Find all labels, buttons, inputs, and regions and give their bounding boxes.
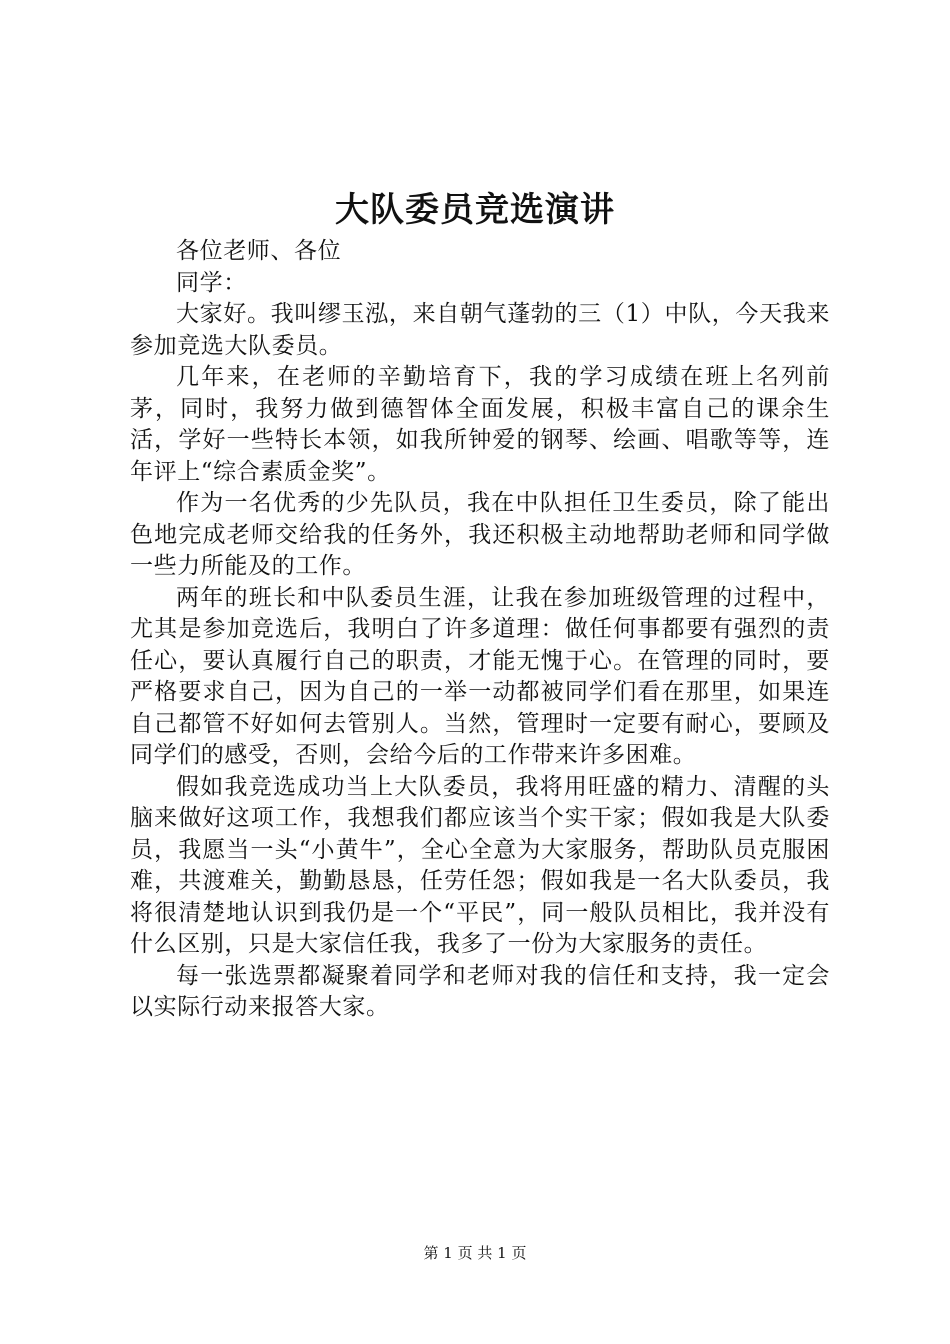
paragraph-introduction: 大家好。我叫缪玉泓，来自朝气蓬勃的三（1）中队，今天我来参加竞选大队委员。: [130, 301, 830, 359]
paragraph-pledge: 假如我竞选成功当上大队委员，我将用旺盛的精力、清醒的头脑来做好这项工作，我想我们都应该当个实干家；假如我是大队委员，我愿当一头“小黄牛”，全心全意为大家服务，帮助队员克服困难，共渡难关，勤勤恳恳，任劳任怨；假如我是一名大队委员，我将很清楚地认识到我仍是一个“平民”，同一般队员相比，我并没有什么区别，只是大家信任我，我多了一份为大家服务的责任。: [130, 773, 830, 957]
paragraph-salutation-1: 各位老师、各位: [176, 238, 342, 264]
document-body: [130, 236, 830, 1024]
paragraph-salutation-2: 同学：: [176, 269, 247, 296]
paragraph-hygiene-committee: 作为一名优秀的少先队员，我在中队担任卫生委员，除了能出色地完成老师交给我的任务外，我还积极主动地帮助老师和同学做一些力所能及的工作。: [130, 490, 830, 579]
page-footer: 第 1 页 共 1 页: [423, 1244, 527, 1262]
paragraph-class-leader: 两年的班长和中队委员生涯，让我在参加班级管理的过程中，尤其是参加竞选后，我明白了许多道理：做任何事都要有强烈的责任心，要认真履行自己的职责，才能无愧于心。在管理的同时，要严格要求自己，因为自己的一举一动都被同学们看在那里，如果连自己都管不好如何去管别人。当然，管理时一定要有耐心，要顾及同学们的感受，否则，会给今后的工作带来许多困难。: [130, 584, 830, 768]
paragraph-closing: 每一张选票都凝聚着同学和老师对我的信任和支持，我一定会以实际行动来报答大家。: [130, 962, 830, 1020]
paragraph-achievements: 几年来，在老师的辛勤培育下，我的学习成绩在班上名列前茅，同时，我努力做到德智体全面发展，积极丰富自己的课余生活，学好一些特长本领，如我所钟爱的钢琴、绘画、唱歌等等，连年评上“综合素质金奖”。: [130, 364, 830, 485]
document-title: 大队委员竞选演讲: [335, 190, 615, 230]
